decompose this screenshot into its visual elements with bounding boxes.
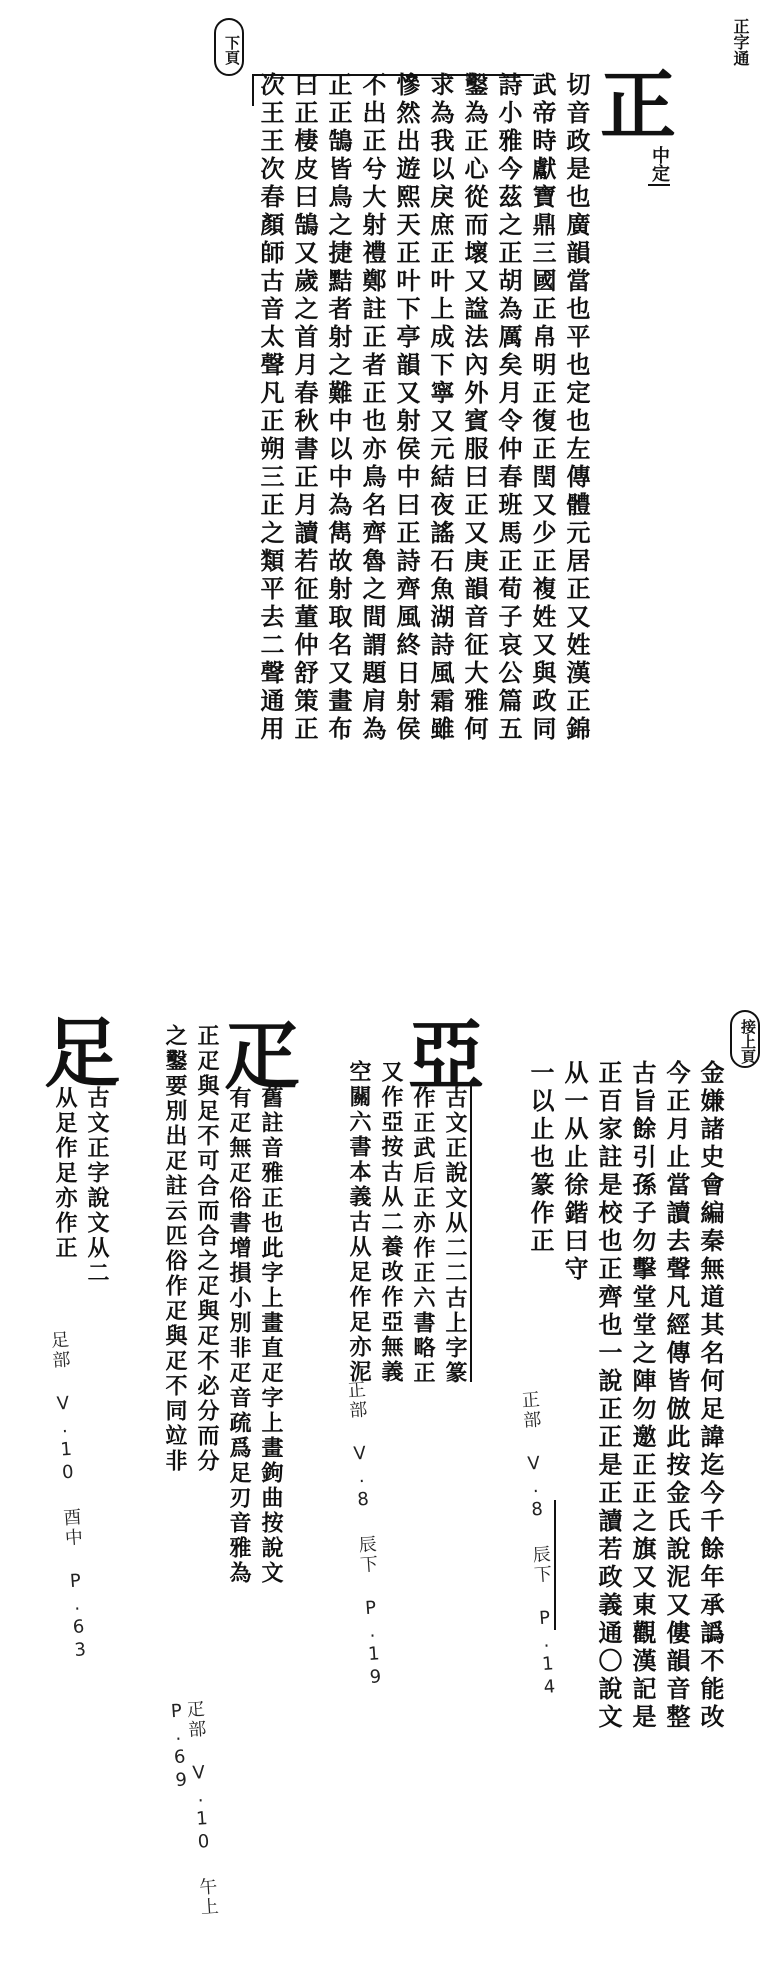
top-col-5: 求為我以戾庶正叶上成下寧又元結夜謠石魚湖詩風霜雖	[426, 72, 455, 744]
cont-col-2: 今正月止當讀去聲凡經傳皆倣此按金氏說泥又僂韻音整	[662, 1060, 691, 1732]
entry3-col-4: 之鑿要別出疋註云匹俗作疋與疋不同竝非	[162, 1024, 188, 1474]
entry3-source-note: 疋部 V.10 午上 P.69	[165, 1698, 220, 1918]
top-col-10: 次王王次春顏師古音太聲凡正朔三正之類平去二聲通用	[256, 72, 285, 744]
top-col-9: 曰正棲皮曰鵠又歲之首月春秋書正月讀若征董仲舒策正	[290, 72, 319, 744]
entry3-head-character: 疋	[224, 1011, 294, 1100]
top-col-7: 不出正兮大射禮鄭註正者正也亦鳥名齊魯之間謂題肩為	[358, 72, 387, 744]
entry2-head-character: 亞	[408, 1011, 478, 1100]
cont-col-5: 从一从止徐鍇曰守	[560, 1060, 589, 1284]
entry3-col-3: 正疋與足不可合而合之疋與疋不必分而分	[194, 1024, 220, 1474]
entry4-col-2: 从足作足亦作正	[52, 1086, 78, 1261]
top-col-1: 切音政是也廣韻當也平也定也左傳體元居正又姓漢正錦	[562, 72, 591, 744]
top-reading-label: 中定	[648, 146, 670, 186]
continued-page-badge: 接上頁	[730, 1010, 760, 1068]
entry2-bracket	[470, 1082, 472, 1382]
top-head-character: 正	[600, 61, 670, 150]
page-header-label: 正字通	[731, 18, 750, 66]
top-col-6: 慘然出遊熙天正叶下亭韻又射侯中曰正詩齊風終日射侯	[392, 72, 421, 744]
entry4-col-1: 古文正字說文从二	[84, 1086, 110, 1286]
cont-col-1: 金嫌諸史會編秦無道其名何足諱迄今千餘年承譌不能改	[696, 1060, 725, 1732]
top-col-3: 詩小雅今茲之正胡為厲矣月令仲春班馬正荀子哀公篇五	[494, 72, 523, 744]
top-col-8: 正正鵠皆鳥之捷黠者射之難中以中為雋故射取名又畫布	[324, 72, 353, 744]
cont-col-3: 古旨餘引孫子勿擊堂堂之陣勿邀正正之旗又東觀漢記是	[628, 1060, 657, 1732]
entry2-col-2: 作正武后正亦作正六書略正	[410, 1086, 436, 1386]
top-entry-frame-left	[252, 74, 254, 106]
entry3-col-1: 舊註音雅正也此字上畫直疋字上畫鉤曲按說文	[258, 1086, 284, 1586]
entry3-col-2: 有疋無疋俗書增損小別非疋音疏爲足刃音雅為	[226, 1086, 252, 1586]
cont-col-6: 一以止也篆作正	[526, 1060, 555, 1256]
top-col-2: 武帝時獻寶鼎三國正帛明正復正閏又少正複姓又與政同	[528, 72, 557, 744]
prev-page-badge: 下頁	[214, 18, 244, 76]
entry2-col-1: 古文正說文从二二古上字篆	[442, 1086, 468, 1386]
entry4-head-character: 足	[44, 1009, 114, 1098]
top-col-4: 鑿為正心從而壞又諡法內外賓服曰正又庚韻音征大雅何	[460, 72, 489, 744]
cont-source-note: 正部 V.8 辰下 P.14	[518, 1389, 561, 1701]
entry2-col-3: 又作亞按古从二養改作亞無義	[378, 1060, 404, 1385]
entry2-source-note: 正部 V.8 辰下 P.19	[344, 1379, 387, 1691]
cont-col-4: 正百家註是校也正齊也一說正正是正讀若政義通〇說文	[594, 1060, 623, 1732]
entry4-source-note: 足部 V.10 酉中 P.63	[47, 1329, 92, 1664]
entry2-col-4: 空關六書本義古从足作足亦泥	[346, 1060, 372, 1385]
